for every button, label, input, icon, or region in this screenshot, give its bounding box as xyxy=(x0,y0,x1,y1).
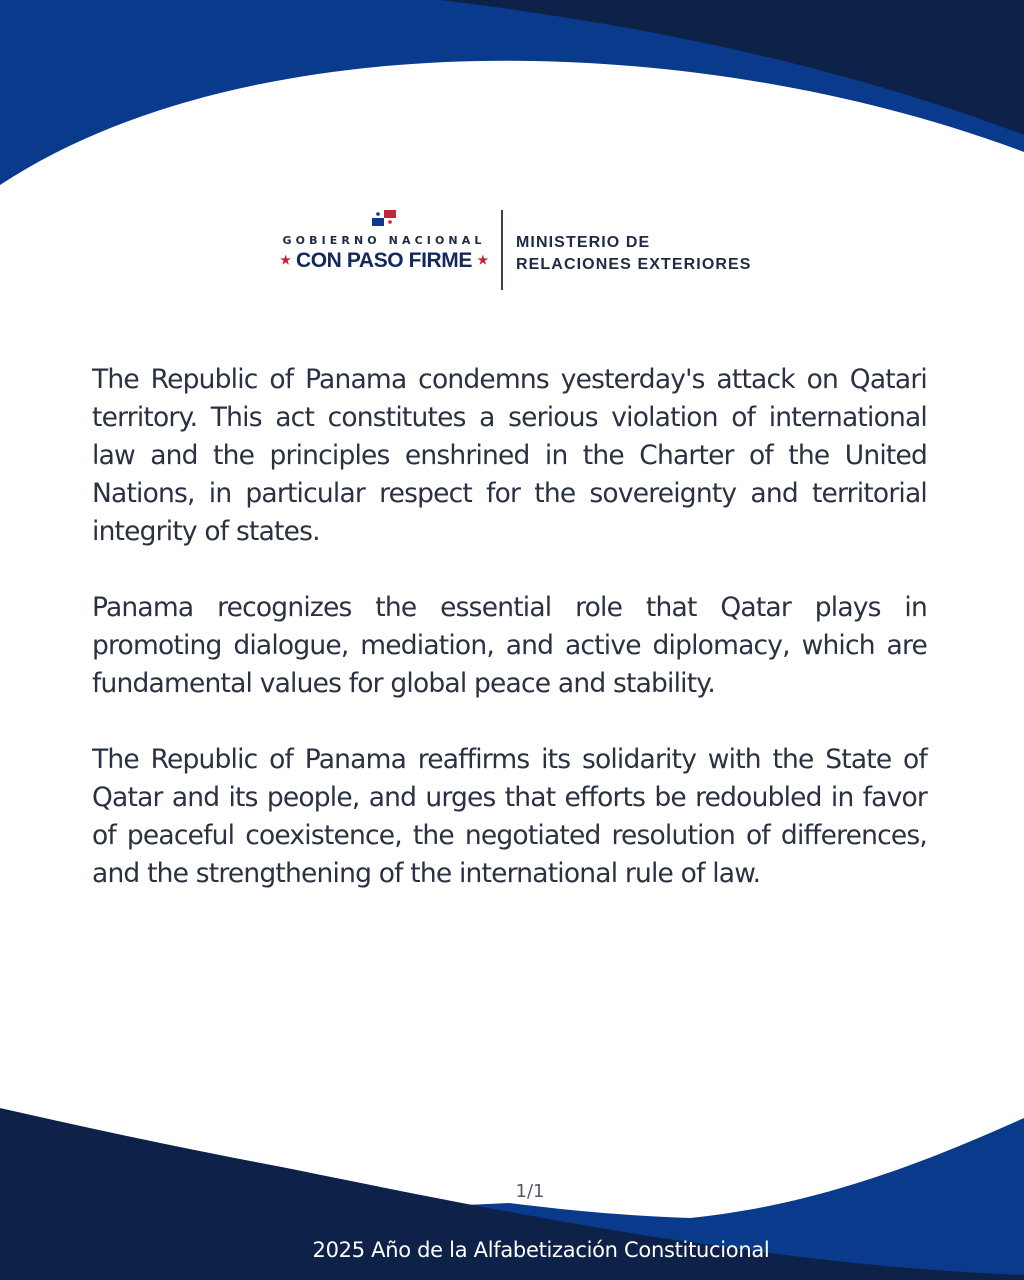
paragraph-1: The Republic of Panama condemns yesterday's attack on Qatari territory. This act constitutes a serious violation of international law and the principles enshrined in the Charter of the United Nations, in particular respect for the sovereignty and territorial integrity of states. xyxy=(92,364,927,547)
gov-line2: CON PASO FIRME xyxy=(295,249,473,272)
logo-divider xyxy=(501,210,503,290)
footer-slogan: 2025 Año de la Alfabetización Constitucional xyxy=(312,1238,770,1262)
gov-line1: GOBIERNO NACIONAL xyxy=(282,234,486,247)
page-indicator: 1/1 xyxy=(515,1181,545,1202)
ministry-name xyxy=(516,232,786,276)
star-icon-right: ★ xyxy=(477,253,488,267)
government-logo xyxy=(280,205,488,289)
header-logo xyxy=(0,205,1024,289)
gov-line2-wrapper xyxy=(280,249,488,273)
statement-body xyxy=(92,361,927,893)
ministry-line2: RELACIONES EXTERIORES xyxy=(516,256,752,273)
paragraph-2: Panama recognizes the essential role that Qatar plays in promoting dialogue, mediation, and active diplomacy, which are fundamental values for global peace and stability. xyxy=(92,592,927,699)
paragraph-3: The Republic of Panama reaffirms its solidarity with the State of Qatar and its people, and urges that efforts be redoubled in favor of peaceful coexistence, the negotiated resolution of differences, and the strengthening of the international rule of law. xyxy=(92,744,927,889)
star-icon-left: ★ xyxy=(280,253,291,267)
panama-flag-icon xyxy=(372,210,396,226)
ministry-line1: MINISTERIO DE xyxy=(516,234,651,251)
